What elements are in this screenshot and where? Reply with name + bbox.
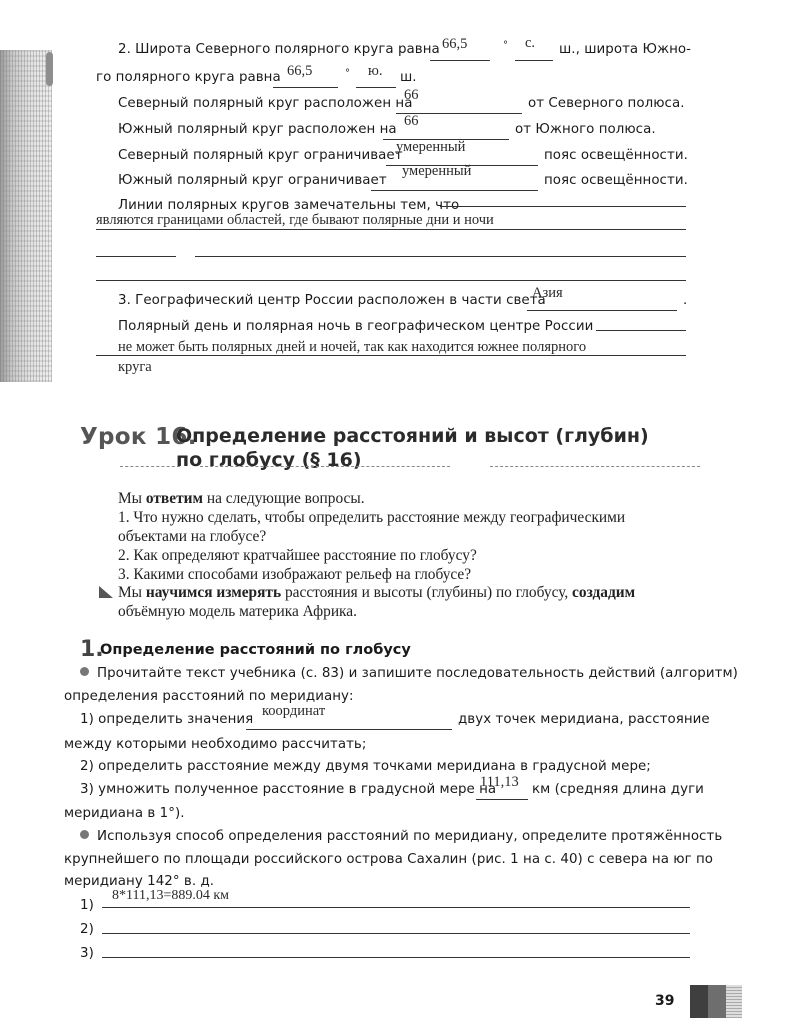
- answer-field-2[interactable]: [102, 933, 690, 934]
- answer-field-remarkable-line2[interactable]: [96, 229, 686, 230]
- task3-center-suffix: .: [683, 293, 688, 308]
- instruction-line2: определения расстояний по меридиану:: [64, 689, 354, 704]
- step2: 2) определить расстояние между двумя точками меридиана в градусной мере;: [80, 759, 651, 774]
- task-line2: крупнейшего по площади российского острова Сахалин (рис. 1 на с. 40) с севера на юг по: [64, 852, 714, 867]
- lesson-question: 2. Как определяют кратчайшее расстояние по глобусу?: [118, 547, 477, 564]
- answer-field-center[interactable]: [527, 310, 677, 311]
- instruction-line1: [80, 666, 738, 681]
- instruction-text: Прочитайте текст учебника (с. 83) и запишите последовательность действий (алгоритм): [97, 666, 738, 681]
- north-located-suffix: от Северного полюса.: [528, 96, 685, 111]
- south-located-suffix: от Южного полюса.: [515, 122, 656, 137]
- lesson-intro: [118, 490, 365, 508]
- answer-polar-line1: не может быть полярных дней и ночей, так как находится южнее полярного: [118, 339, 587, 355]
- south-located-prefix: Южный полярный круг расположен на: [118, 122, 397, 137]
- degree-sign: °: [503, 40, 509, 51]
- task-line3: меридиану 142° в. д.: [64, 874, 215, 889]
- answer-1-value: 8*111,13=889.04 км: [112, 888, 230, 903]
- north-located-prefix: Северный полярный круг расположен на: [118, 96, 413, 111]
- south-limits-prefix: Южный полярный круг ограничивает: [118, 173, 387, 188]
- lesson-goal-line2: объёмную модель материка Африка.: [118, 603, 357, 620]
- north-limits-suffix: пояс освещённости.: [544, 148, 688, 163]
- step3-prefix: 3) умножить полученное расстояние в градусной мере на: [80, 782, 497, 797]
- answer-field-south-lat[interactable]: [273, 87, 338, 88]
- page-tab-dark: [690, 985, 708, 1018]
- answer-south-limits: умеренный: [402, 163, 472, 179]
- intro-bold: ответим: [145, 490, 203, 507]
- task2-line1-prefix: 2. Широта Северного полярного круга равна: [118, 42, 440, 57]
- north-limits-prefix: Северный полярный круг ограничивает: [118, 148, 403, 163]
- lesson-number: Урок 16.: [80, 424, 197, 450]
- step1-suffix: двух точек меридиана, расстояние: [458, 712, 710, 727]
- answer-label: 1): [80, 898, 94, 913]
- answer-field-south-limits[interactable]: [371, 190, 538, 191]
- intro-text: Мы: [118, 490, 146, 507]
- answer-north-lat: 66,5: [442, 36, 468, 52]
- answer-polar-line2: круга: [118, 359, 152, 375]
- remarkable-prefix: Линии полярных кругов замечательны тем, что: [118, 198, 460, 213]
- goal-marker-icon: [99, 586, 113, 598]
- answer-south-located: 66: [404, 113, 419, 129]
- task2-line2-prefix: го полярного круга равна: [96, 70, 281, 85]
- task-line1: [80, 829, 722, 844]
- south-limits-suffix: пояс освещённости.: [544, 173, 688, 188]
- heading-rule: [490, 466, 700, 467]
- lesson-title-line2: по глобусу (§ 16): [176, 449, 362, 471]
- step3-suffix: км (средняя длина дуги: [532, 782, 704, 797]
- lesson-question: 3. Какими способами изображают рельеф на глобусе?: [118, 566, 472, 583]
- answer-south-hemi: ю.: [368, 63, 383, 79]
- answer-field-polar-line2[interactable]: [96, 355, 686, 356]
- degree-sign: °: [345, 68, 351, 79]
- intro-text: на следующие вопросы.: [202, 490, 365, 507]
- page-number: 39: [655, 993, 675, 1009]
- task-text: Используя способ определения расстояний по меридиану, определите протяжённость: [97, 829, 723, 844]
- lesson-question: 1. Что нужно сделать, чтобы определить расстояние между географическими: [118, 509, 626, 526]
- answer-field-remarkable-line3a[interactable]: [96, 256, 176, 257]
- heading-rule: [120, 466, 180, 467]
- step1-prefix: 1) определить значения: [80, 712, 254, 727]
- answer-field-remarkable-line3b[interactable]: [195, 256, 686, 257]
- answer-north-limits: умеренный: [396, 139, 466, 155]
- binding-mark: [46, 52, 53, 86]
- task2-line1-suffix: ш., широта Южно-: [559, 42, 692, 57]
- answer-field-north-hemi[interactable]: [515, 60, 553, 61]
- answer-north-hemi: с.: [525, 35, 536, 51]
- goal-bold: научимся измерять: [145, 584, 282, 601]
- bullet-icon: [80, 667, 89, 676]
- answer-field-north-lat[interactable]: [430, 60, 490, 61]
- task3-center-prefix: 3. Географический центр России расположен в части света: [118, 293, 546, 308]
- answer-south-lat: 66,5: [287, 63, 313, 79]
- answer-remarkable: являются границами областей, где бывают полярные дни и ночи: [96, 212, 494, 228]
- answer-step3: 111,13: [480, 774, 519, 790]
- lesson-goal: [118, 584, 635, 602]
- page-tab-mid: [708, 985, 726, 1018]
- goal-text: расстояния и высоты (глубины) по глобусу,: [281, 584, 573, 601]
- answer-field-remarkable-line4[interactable]: [96, 280, 686, 281]
- task3-polar-prefix: Полярный день и полярная ночь в географическом центре России: [118, 319, 594, 334]
- page-tab-light: [726, 985, 742, 1018]
- answer-field-south-hemi[interactable]: [356, 87, 396, 88]
- goal-text: Мы: [118, 584, 146, 601]
- answer-field-remarkable-line1[interactable]: [440, 206, 686, 207]
- answer-field-3[interactable]: [102, 957, 690, 958]
- section-title: Определение расстояний по глобусу: [100, 642, 411, 658]
- answer-center: Азия: [532, 285, 563, 301]
- task2-line2-suffix: ш.: [400, 70, 417, 85]
- scan-binding-edge: [0, 50, 52, 382]
- answer-field-1[interactable]: [102, 907, 690, 908]
- lesson-question: объектами на глобусе?: [118, 528, 267, 545]
- answer-label: 2): [80, 922, 94, 937]
- answer-step1: координат: [262, 703, 326, 719]
- answer-field-polar-line1[interactable]: [596, 330, 686, 331]
- answer-field-step3[interactable]: [476, 799, 528, 800]
- goal-bold: создадим: [572, 584, 636, 601]
- step3-line2: меридиана в 1°).: [64, 806, 185, 821]
- answer-field-step1[interactable]: [246, 729, 452, 730]
- lesson-title-line1: Определение расстояний и высот (глубин): [176, 425, 649, 447]
- step1-line2: между которыми необходимо рассчитать;: [64, 737, 367, 752]
- section-number: 1.: [80, 637, 104, 662]
- answer-north-located: 66: [404, 87, 419, 103]
- bullet-icon: [80, 830, 89, 839]
- heading-rule: [200, 466, 450, 467]
- answer-label: 3): [80, 946, 94, 961]
